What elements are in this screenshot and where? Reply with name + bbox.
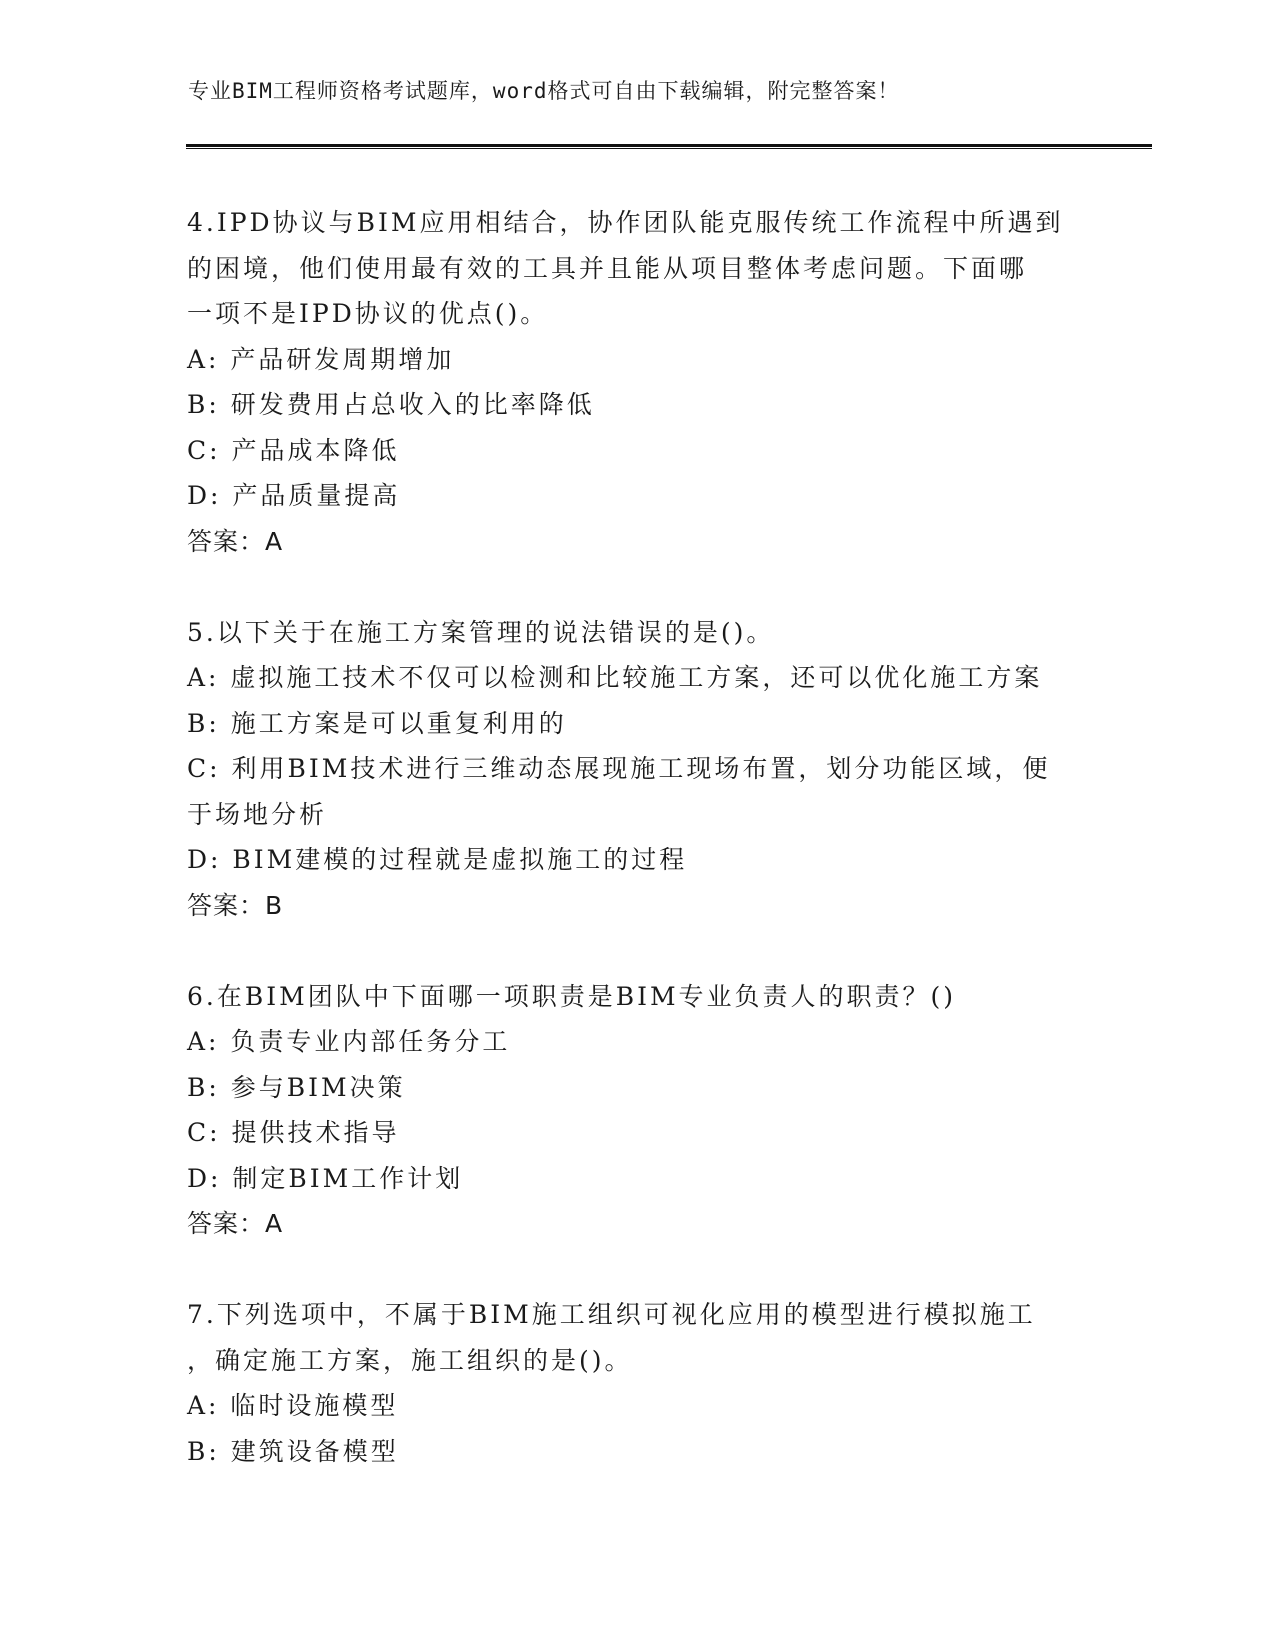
option-c: C: 产品成本降低 bbox=[187, 435, 400, 465]
option-a: A: 产品研发周期增加 bbox=[187, 344, 455, 374]
option-c: C: 利用BIM技术进行三维动态展现施工现场布置，划分功能区域，便 bbox=[187, 754, 1051, 783]
header-divider-thin bbox=[186, 148, 1152, 149]
option-b: B: 研发费用占总收入的比率降低 bbox=[187, 390, 595, 419]
option-a: A: 临时设施模型 bbox=[187, 1391, 399, 1420]
option-b: B: 参与BIM决策 bbox=[187, 1072, 406, 1102]
header-divider bbox=[186, 144, 1152, 149]
answer-line: 答案：A bbox=[187, 526, 284, 556]
question-block bbox=[187, 200, 1087, 564]
header-divider-thick bbox=[186, 144, 1152, 147]
option-b: B: 施工方案是可以重复利用的 bbox=[187, 708, 567, 738]
question-list bbox=[187, 200, 1087, 1474]
question-stem-line: 7.下列选项中，不属于BIM施工组织可视化应用的模型进行模拟施工 bbox=[187, 1300, 1036, 1329]
option-c: C: 提供技术指导 bbox=[187, 1118, 400, 1147]
question-stem-line: 一项不是IPD协议的优点()。 bbox=[187, 299, 549, 328]
question-stem-line: 6.在BIM团队中下面哪一项职责是BIM专业负责人的职责？() bbox=[187, 981, 957, 1011]
question-stem-line: 的困境，他们使用最有效的工具并且能从项目整体考虑问题。下面哪 bbox=[187, 253, 1028, 283]
option-a: A: 虚拟施工技术不仅可以检测和比较施工方案，还可以优化施工方案 bbox=[187, 663, 1043, 692]
option-c-continued: 于场地分析 bbox=[187, 799, 328, 829]
question-stem-line: ，确定施工方案，施工组织的是()。 bbox=[187, 1345, 633, 1375]
question-block bbox=[187, 974, 1087, 1247]
question-spacer bbox=[187, 564, 1087, 610]
answer-line: 答案：B bbox=[187, 890, 284, 920]
option-d: D: 产品质量提高 bbox=[187, 481, 401, 510]
answer-line: 答案：A bbox=[187, 1209, 284, 1238]
question-block bbox=[187, 610, 1087, 929]
option-a: A: 负责专业内部任务分工 bbox=[187, 1027, 511, 1056]
page-header: 专业BIM工程师资格考试题库，word格式可自由下载编辑，附完整答案！ bbox=[188, 79, 900, 103]
question-spacer bbox=[187, 928, 1087, 974]
option-b: B: 建筑设备模型 bbox=[187, 1436, 399, 1466]
question-stem-line: 4.IPD协议与BIM应用相结合，协作团队能克服传统工作流程中所遇到 bbox=[187, 208, 1064, 237]
option-d: D: 制定BIM工作计划 bbox=[187, 1163, 464, 1193]
question-stem-line: 5.以下关于在施工方案管理的说法错误的是()。 bbox=[187, 617, 775, 647]
question-spacer bbox=[187, 1247, 1087, 1293]
option-d: D: BIM建模的过程就是虚拟施工的过程 bbox=[187, 845, 688, 874]
question-block bbox=[187, 1292, 1087, 1474]
